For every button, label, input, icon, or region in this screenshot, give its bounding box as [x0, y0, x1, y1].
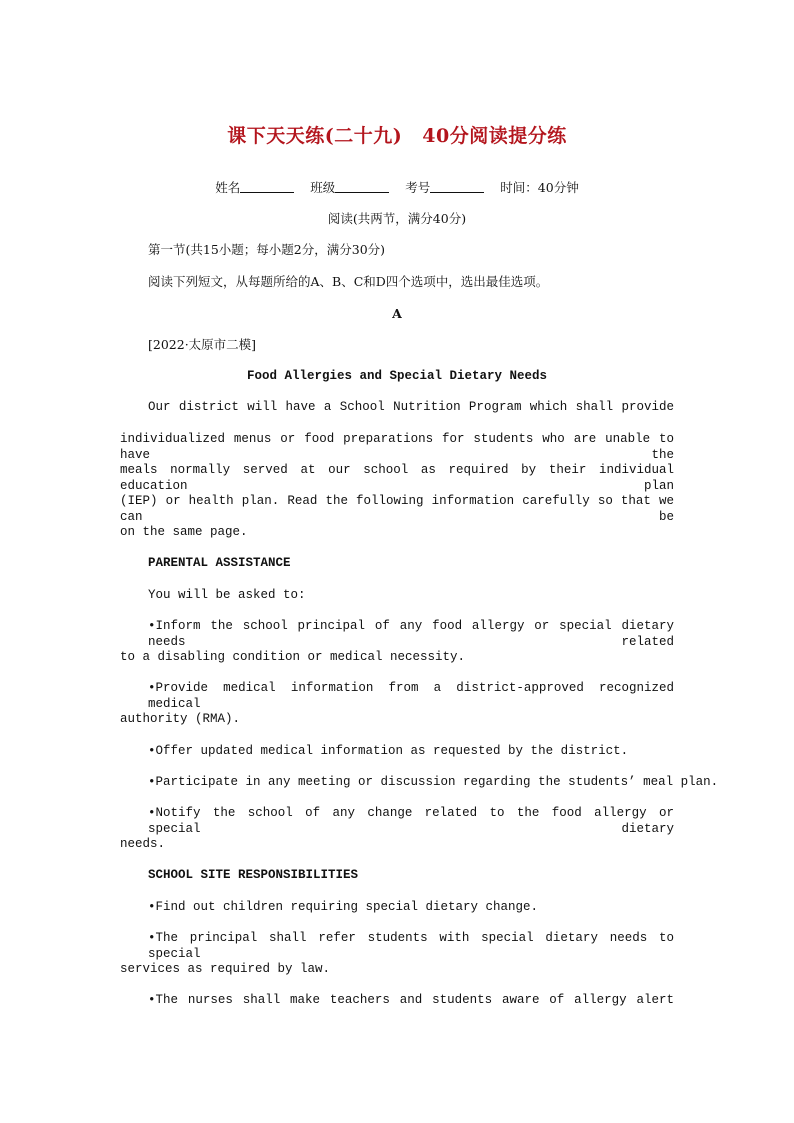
heading-parental-assistance: PARENTAL ASSISTANCE [148, 556, 291, 570]
para1-line3: meals normally served at our school as required by their individual education plan [120, 463, 674, 493]
bullet-notify-line2: needs. [120, 837, 166, 851]
instruction: 阅读下列短文，从每题所给的A、B、C和D四个选项中，选出最佳选项。 [148, 274, 549, 289]
title-part2: 40分阅读提分练 [422, 125, 567, 147]
reading-header: 阅读(共两节，满分40分) [327, 211, 467, 226]
name-blank[interactable] [240, 180, 294, 193]
bullet-notify-line1: •Notify the school of any change related to the food allergy or special dietary [148, 806, 674, 836]
para1-line1: Our district will have a School Nutrition Program which shall provide [148, 400, 674, 414]
bullet-principal-line2: services as required by law. [120, 962, 331, 976]
para1-line5: on the same page. [120, 525, 248, 539]
student-info-row [120, 180, 674, 196]
name-label: 姓名 [215, 180, 241, 195]
class-blank[interactable] [335, 180, 389, 193]
title-part1: 课下天天练(二十九) [227, 125, 403, 147]
number-label: 考号 [405, 180, 431, 195]
bullet-offer: •Offer updated medical information as requested by the district. [148, 744, 629, 758]
class-label: 班级 [310, 180, 336, 195]
bullet-principal-line1: •The principal shall refer students with special dietary needs to special [148, 931, 674, 961]
page-title [0, 121, 794, 148]
bullet-nurses-line1: •The nurses shall make teachers and students aware of allergy alert [148, 993, 674, 1007]
bullet-inform-line2: to a disabling condition or medical necessity. [120, 650, 466, 664]
para1-line2: individualized menus or food preparations for students who are unable to have the [120, 432, 674, 462]
number-blank[interactable] [430, 180, 484, 193]
bullet-inform-line1: •Inform the school principal of any food allergy or special dietary needs related [148, 619, 674, 649]
heading-school-site: SCHOOL SITE RESPONSIBILITIES [148, 868, 359, 882]
bullet-participate: •Participate in any meeting or discussion regarding the students’ meal plan. [148, 775, 719, 789]
passage-letter: A [392, 306, 402, 321]
passage-title: Food Allergies and Special Dietary Needs [246, 369, 548, 383]
bullet-provide-line1: •Provide medical information from a district-approved recognized medical [148, 681, 674, 711]
asked-text: You will be asked to: [148, 588, 306, 602]
section-one-header: 第一节(共15小题；每小题2分，满分30分) [148, 242, 386, 257]
bullet-provide-line2: authority (RMA). [120, 712, 241, 726]
bullet-find-out: •Find out children requiring special dietary change. [148, 900, 539, 914]
passage-source: [2022·太原市二模] [148, 337, 257, 352]
para1-line4: (IEP) or health plan. Read the following information carefully so that we can be [120, 494, 674, 524]
time-label: 时间：40分钟 [500, 180, 579, 195]
